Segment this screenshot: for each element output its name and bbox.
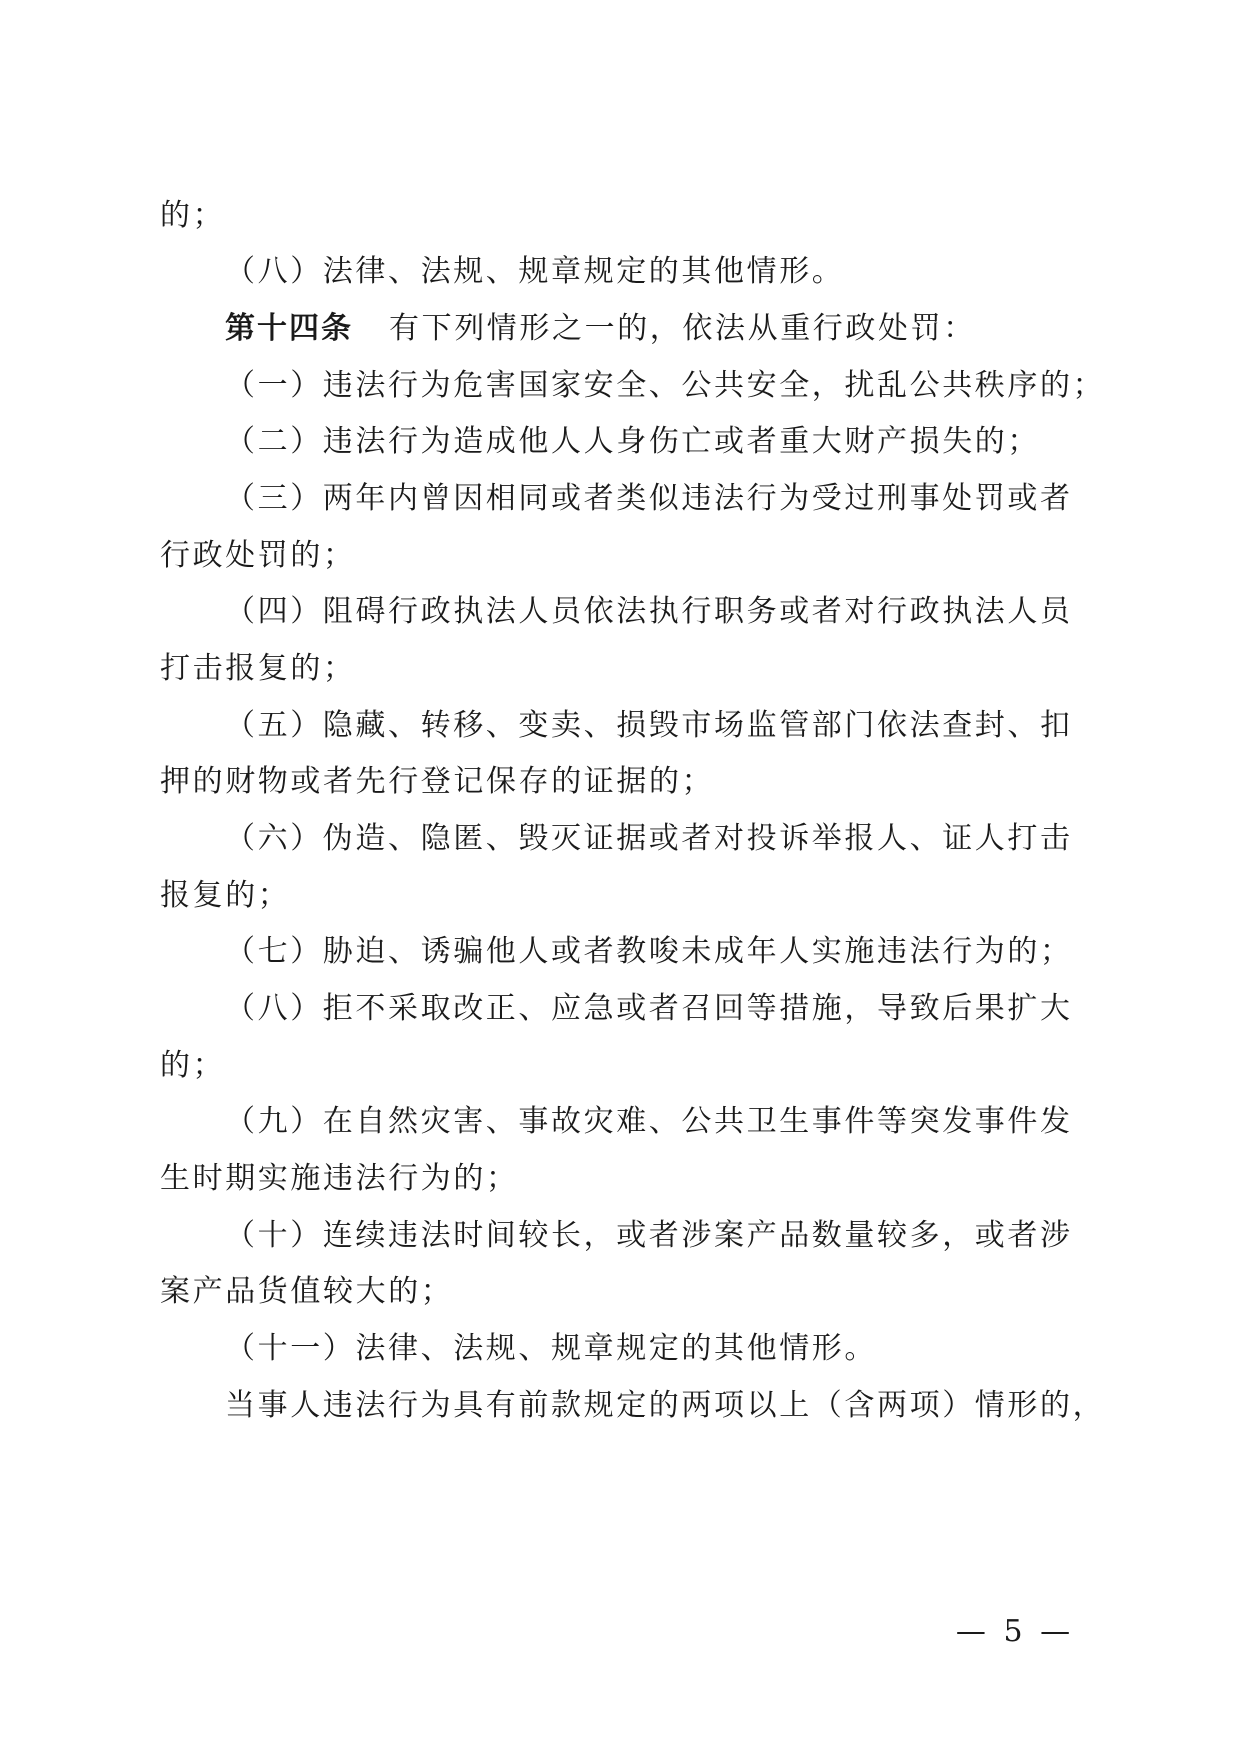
list-item: （九）在自然灾害、事故灾难、公共卫生事件等突发事件发 xyxy=(225,1104,1073,1139)
page-number: — 5 — xyxy=(955,1614,1075,1649)
article-text: 有下列情形之一的，依法从重行政处罚： xyxy=(389,311,976,346)
list-item: （六）伪造、隐匿、毁灭证据或者对投诉举报人、证人打击 xyxy=(225,821,1073,856)
text-line: 报复的； xyxy=(160,878,291,913)
list-item: （十）连续违法时间较长，或者涉案产品数量较多，或者涉 xyxy=(225,1218,1073,1253)
text-line: 打击报复的； xyxy=(160,651,356,686)
list-item: （十一）法律、法规、规章规定的其他情形。 xyxy=(225,1331,877,1366)
list-item: （五）隐藏、转移、变卖、损毁市场监管部门依法查封、扣 xyxy=(225,708,1073,743)
list-item: （二）违法行为造成他人人身伤亡或者重大财产损失的； xyxy=(225,424,1040,459)
list-item: （四）阻碍行政执法人员依法执行职务或者对行政执法人员 xyxy=(225,594,1073,629)
text-line: 的； xyxy=(160,198,226,233)
article-14-heading xyxy=(225,309,1080,349)
text-line: 的； xyxy=(160,1048,226,1083)
text-line: 案产品货值较大的； xyxy=(160,1274,454,1309)
list-item: （七）胁迫、诱骗他人或者教唆未成年人实施违法行为的； xyxy=(225,934,1073,969)
list-item: （八）法律、法规、规章规定的其他情形。 xyxy=(225,254,845,289)
text-line: 生时期实施违法行为的； xyxy=(160,1161,519,1196)
list-item: （三）两年内曾因相同或者类似违法行为受过刑事处罚或者 xyxy=(225,481,1073,516)
list-item: （八）拒不采取改正、应急或者召回等措施，导致后果扩大 xyxy=(225,991,1073,1026)
paragraph-line: 当事人违法行为具有前款规定的两项以上（含两项）情形的， xyxy=(225,1388,1106,1423)
text-line: 行政处罚的； xyxy=(160,538,356,573)
list-item: （一）违法行为危害国家安全、公共安全，扰乱公共秩序的； xyxy=(225,368,1106,403)
article-number: 第十四条 xyxy=(225,311,353,346)
text-line: 押的财物或者先行登记保存的证据的； xyxy=(160,764,715,799)
